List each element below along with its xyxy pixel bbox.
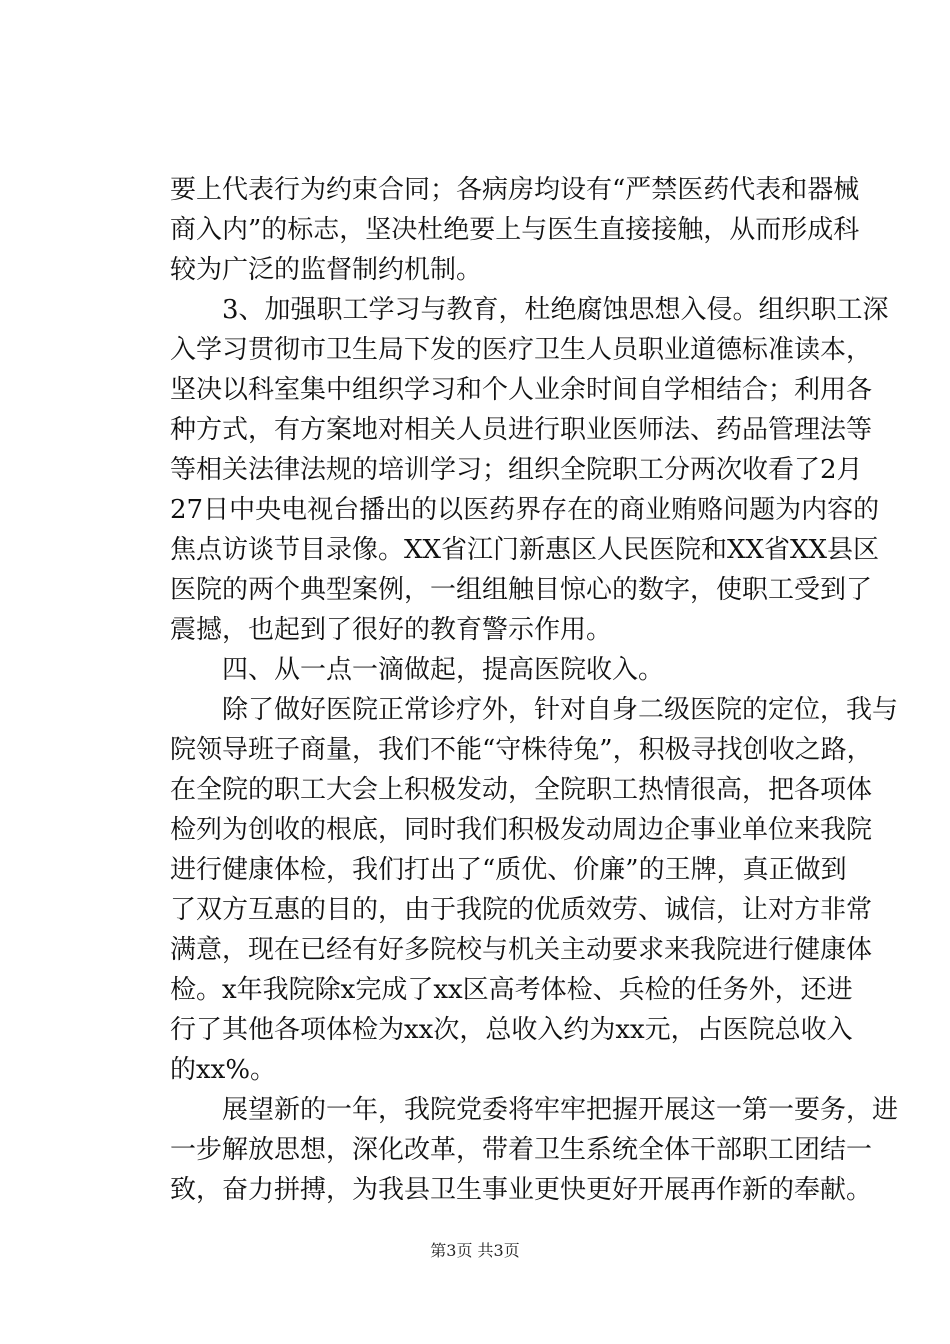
text-line: 展望新的一年，我院党委将牢牢把握开展这一第一要务，进 [222,1095,899,1125]
text-line: 进行健康体检，我们打出了“质优、价廉”的王牌，真正做到 [170,855,847,885]
text-line: 四、从一点一滴做起，提高医院收入。 [222,655,665,685]
text-line: 种方式，有方案地对相关人员进行职业医师法、药品管理法等 [170,415,873,445]
text-line: 行了其他各项体检为xx次，总收入约为xx元，占医院总收入 [170,1015,853,1045]
text-line: 3、加强职工学习与教育，杜绝腐蚀思想入侵。组织职工深 [222,295,889,325]
text-line: 院领导班子商量，我们不能“守株待兔”，积极寻找创收之路， [170,735,873,765]
paragraph-5 [170,1090,899,1210]
text-line: 检列为创收的根底，同时我们积极发动周边企事业单位来我院 [170,815,873,845]
document-body [170,170,899,1210]
text-line: 检。x年我院除x完成了xx区高考体检、兵检的任务外，还进 [170,975,853,1005]
text-line: 在全院的职工大会上积极发动，全院职工热情很高，把各项体 [170,775,873,805]
paragraph-1 [170,170,860,290]
paragraph-2 [170,290,889,650]
section-heading [170,650,830,690]
text-line: 坚决以科室集中组织学习和个人业余时间自学相结合；利用各 [170,375,873,405]
text-line: 入学习贯彻市卫生局下发的医疗卫生人员职业道德标准读本， [170,335,873,365]
paragraph-4 [170,690,899,1090]
text-line: 的xx%。 [170,1055,277,1085]
text-line: 27日中央电视台播出的以医药界存在的商业贿赂问题为内容的 [170,495,880,525]
text-line: 医院的两个典型案例，一组组触目惊心的数字，使职工受到了 [170,575,873,605]
text-line: 致，奋力拼搏，为我县卫生事业更快更好开展再作新的奉献。 [170,1175,873,1205]
text-line: 一步解放思想，深化改革，带着卫生系统全体干部职工团结一 [170,1135,873,1165]
text-line: 震撼，也起到了很好的教育警示作用。 [170,615,613,645]
text-line: 要上代表行为约束合同；各病房均设有“严禁医药代表和器械 [170,175,860,205]
text-line: 除了做好医院正常诊疗外，针对自身二级医院的定位，我与 [222,695,899,725]
text-line: 满意，现在已经有好多院校与机关主动要求来我院进行健康体 [170,935,873,965]
page-number-footer: 第3页 共3页 [430,1241,520,1260]
text-line: 焦点访谈节目录像。XX省江门新惠区人民医院和XX省XX县区 [170,535,880,565]
text-line: 等相关法律法规的培训学习；组织全院职工分两次收看了2月 [170,455,863,485]
text-line: 较为广泛的监督制约机制。 [170,255,483,285]
text-line: 商入内”的标志，坚决杜绝要上与医生直接接触，从而形成科 [170,215,860,245]
text-line: 了双方互惠的目的，由于我院的优质效劳、诚信，让对方非常 [170,895,873,925]
